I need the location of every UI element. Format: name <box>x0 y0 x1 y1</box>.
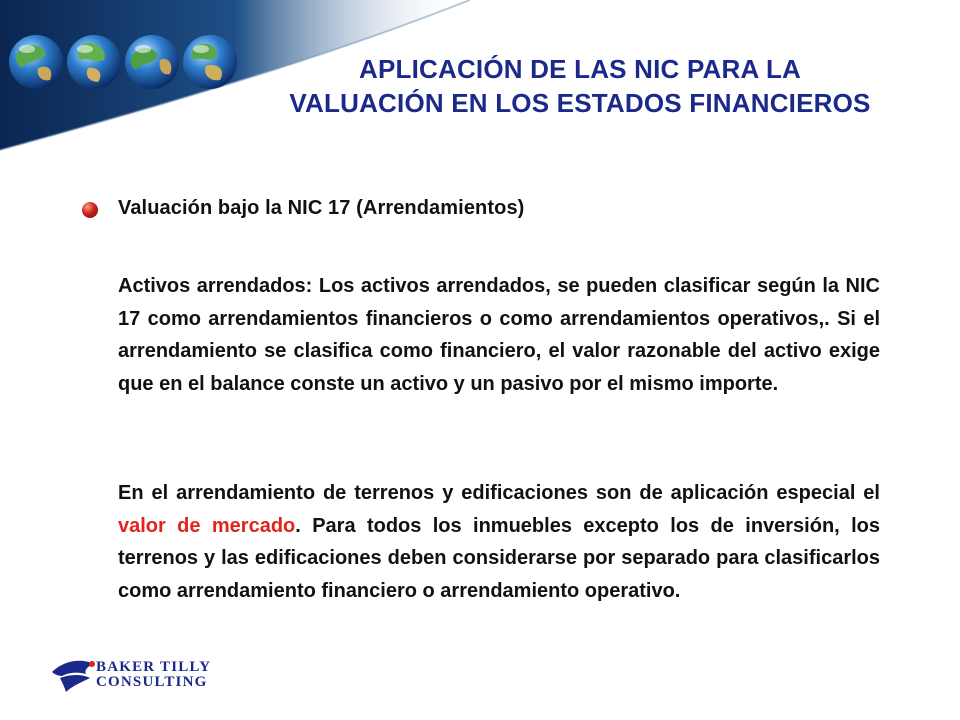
paragraph-activos-arrendados: Activos arrendados: Los activos arrendados, se pueden clasificar según la NIC 17 como arrendamientos financieros o como arrendamientos operativos,. Si el arrendamiento se clasifica como financiero, el valor razonable del activo exige que en el balance conste un activo y un pasivo por el mismo importe. <box>118 275 880 395</box>
globe-icon <box>67 35 121 89</box>
slide-title <box>250 52 910 120</box>
company-logo-text <box>96 660 211 690</box>
paragraph-terrenos-edificaciones <box>118 477 880 607</box>
bullet-icon <box>82 202 98 218</box>
globe-icon <box>9 35 63 89</box>
highlight-valor-de-mercado: valor de mercado <box>118 514 296 537</box>
logo-line-2: CONSULTING <box>96 674 208 690</box>
globe-row <box>0 22 260 102</box>
slide-title-line-1: APLICACIÓN DE LAS NIC PARA LA <box>358 54 802 84</box>
paragraph-2-text-end: . Para todos los inmuebles excepto los de inversión, los terrenos y las edificaciones deben considerarse por separado para clasificarlos como arrendamiento financiero o arrendamiento operativo. <box>118 514 881 602</box>
logo-line-1: BAKER TILLY <box>96 659 212 675</box>
slide-title-line-2: VALUACIÓN EN LOS ESTADOS FINANCIEROS <box>289 88 871 118</box>
paragraph-2-text-start: En el arrendamiento de terrenos y edificaciones son de aplicación especial el <box>118 482 880 504</box>
bullet-heading: Valuación bajo la NIC 17 (Arrendamientos) <box>118 197 525 219</box>
globe-icon <box>183 35 237 89</box>
globe-icon <box>125 35 179 89</box>
